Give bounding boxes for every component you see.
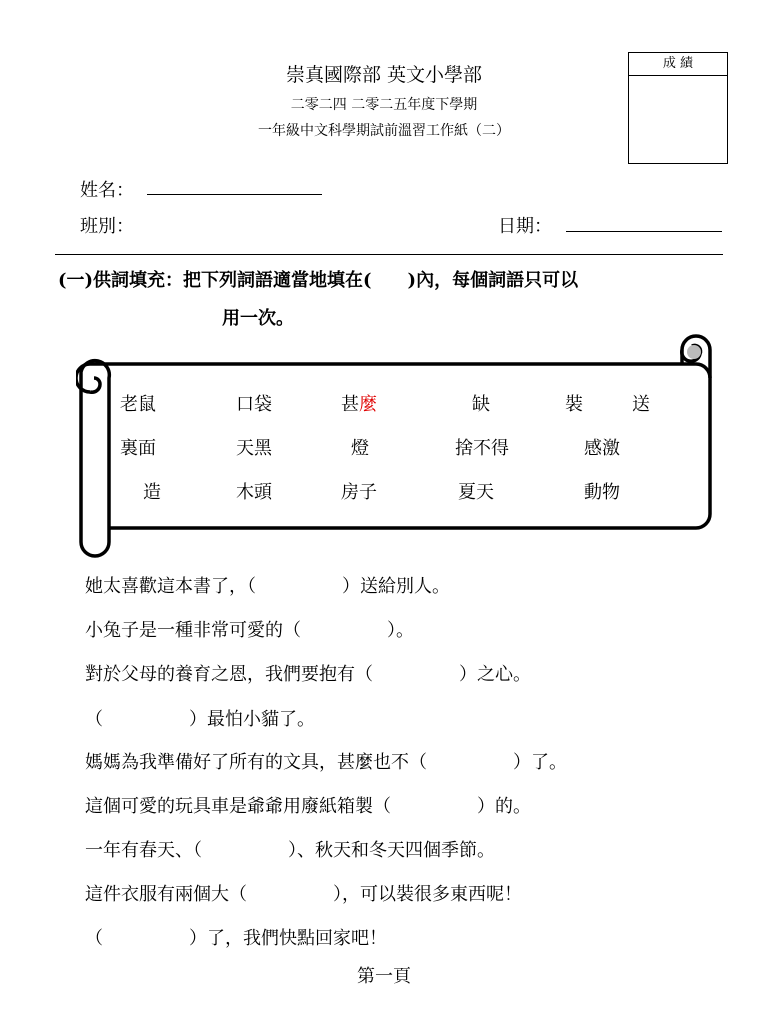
word-part-highlight: 麼 (359, 394, 377, 415)
school-name: 崇真國際部 英文小學部 (285, 64, 483, 86)
sentence-post: ）最怕小貓了。 (189, 709, 315, 730)
sentence-pre: 這個可愛的玩具車是爺爺用廢紙箱製（ (85, 796, 391, 817)
question-instruction: (一)供詞填充：把下列詞語適當地填在( )內，每個詞語只可以 (58, 270, 579, 291)
word-item: 燈 (351, 438, 369, 459)
word-item: 感激 (584, 438, 620, 459)
word-item: 天黑 (236, 438, 272, 459)
date-label: 日期： (498, 216, 552, 237)
sentence-post: ）了，我們快點回家吧！ (189, 928, 387, 949)
sentence-post: ）送給別人。 (342, 576, 450, 597)
word-item: 夏天 (458, 482, 494, 503)
sentence-pre: 對於父母的養育之恩，我們要抱有（ (85, 664, 373, 685)
sentence (85, 660, 531, 686)
word-item: 缺 (472, 394, 490, 415)
sentence-pre: （ (85, 928, 103, 949)
name-line[interactable] (147, 194, 322, 195)
school-term: 二零二四 二零二五年度下學期 (290, 97, 478, 113)
word-item: 裏面 (120, 438, 156, 459)
word-item: 老鼠 (120, 394, 156, 415)
divider (55, 254, 723, 255)
sentence (85, 748, 567, 774)
sentence (85, 880, 522, 906)
sentence-pre: 小兔子是一種非常可愛的（ (85, 620, 301, 641)
sentence-post: ）之心。 (459, 664, 531, 685)
sentence-post: ）了。 (513, 752, 567, 773)
sentence (85, 616, 414, 642)
sentence-pre: 這件衣服有兩個大（ (85, 884, 247, 905)
sentence-pre: （ (85, 709, 103, 730)
class-label: 班別： (80, 216, 134, 237)
sentence (85, 572, 450, 598)
sentence-pre: 一年有春天、（ (85, 840, 202, 861)
score-box (628, 52, 728, 164)
word-part: 甚 (341, 394, 359, 415)
sentence (85, 705, 315, 731)
word-item: 口袋 (236, 394, 272, 415)
sentence-post: ）的。 (477, 796, 531, 817)
word-item: 動物 (584, 482, 620, 503)
sentence-pre: 媽媽為我準備好了所有的文具，甚麼也不（ (85, 752, 427, 773)
sentence-post: ）、秋天和冬天四個季節。 (288, 840, 495, 861)
worksheet-title: 一年級中文科學期試前溫習工作紙（二） (258, 123, 510, 139)
sentence-post: ），可以裝很多東西呢！ (333, 884, 522, 905)
score-label: 成 績 (629, 53, 727, 76)
page-number: 第一頁 (357, 966, 411, 987)
word-item: 裝 (565, 394, 583, 415)
date-line[interactable] (566, 231, 722, 232)
word-item: 送 (632, 394, 650, 415)
name-label: 姓名： (80, 180, 134, 201)
word-item: 捨不得 (455, 438, 509, 459)
sentence-pre: 她太喜歡這本書了，（ (85, 576, 256, 597)
word-item: 造 (143, 482, 161, 503)
word-item (341, 390, 377, 416)
word-item: 房子 (341, 482, 377, 503)
word-item: 木頭 (236, 482, 272, 503)
sentence (85, 924, 387, 950)
question-instruction-cont: 用一次。 (222, 308, 294, 329)
scroll-frame (76, 332, 716, 558)
sentence-post: ）。 (387, 620, 414, 641)
sentence (85, 836, 495, 862)
sentence (85, 792, 531, 818)
